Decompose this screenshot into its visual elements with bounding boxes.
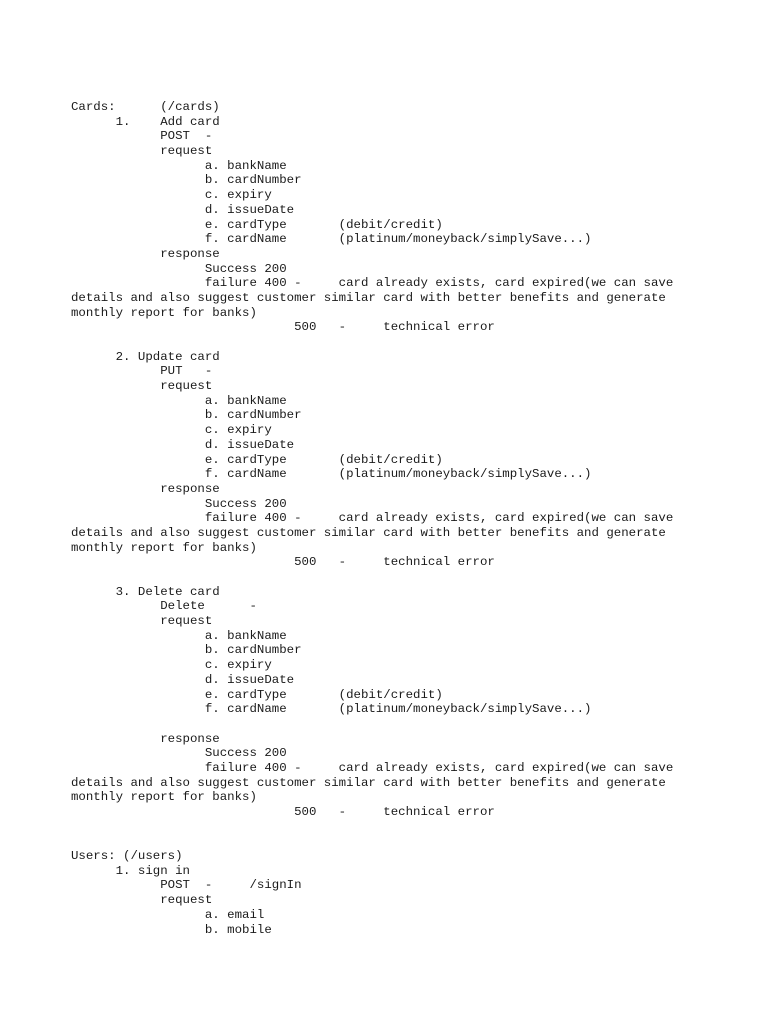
- text-line: Delete -: [71, 599, 257, 614]
- text-line: d. issueDate: [71, 202, 295, 217]
- text-line: Users: (/users): [71, 849, 183, 864]
- text-line: e. cardType (debit/credit): [71, 452, 443, 467]
- text-line: c. expiry: [71, 658, 272, 673]
- text-line: 500 - technical error: [71, 320, 495, 335]
- text-line: failure 400 - card already exists, card expired(we can save: [71, 511, 674, 526]
- text-line: Success 200: [71, 496, 287, 511]
- text-line: details and also suggest customer similar card with better benefits and generate: [71, 775, 666, 790]
- text-line: b. mobile: [71, 922, 272, 937]
- text-line: a. bankName: [71, 393, 287, 408]
- text-line: failure 400 - card already exists, card expired(we can save: [71, 276, 674, 291]
- text-line: c. expiry: [71, 188, 272, 203]
- text-line: a. email: [71, 907, 265, 922]
- text-line: response: [71, 246, 220, 261]
- text-line: f. cardName (platinum/moneyback/simplySave...): [71, 232, 592, 247]
- text-line: request: [71, 379, 213, 394]
- blank-line: [71, 820, 691, 835]
- text-line: PUT -: [71, 364, 213, 379]
- text-line: b. cardNumber: [71, 408, 302, 423]
- text-line: failure 400 - card already exists, card expired(we can save: [71, 760, 674, 775]
- text-line: 2. Update card: [71, 349, 220, 364]
- text-line: c. expiry: [71, 423, 272, 438]
- text-line: f. cardName (platinum/moneyback/simplySave...): [71, 467, 592, 482]
- blank-line: [71, 717, 691, 732]
- text-line: 500 - technical error: [71, 805, 495, 819]
- text-line: response: [71, 481, 220, 496]
- text-line: POST -: [71, 129, 213, 144]
- text-line: request: [71, 893, 213, 908]
- text-line: Cards: (/cards): [71, 100, 220, 114]
- text-line: request: [71, 614, 213, 629]
- text-line: details and also suggest customer similar card with better benefits and generate: [71, 525, 666, 540]
- blank-line: [71, 335, 691, 350]
- document-body: [71, 100, 691, 937]
- text-line: 3. Delete card: [71, 584, 220, 599]
- text-line: Success 200: [71, 261, 287, 276]
- blank-line: [71, 834, 691, 849]
- text-line: monthly report for banks): [71, 540, 257, 555]
- text-line: d. issueDate: [71, 437, 295, 452]
- text-line: request: [71, 144, 213, 159]
- text-line: 1. sign in: [71, 863, 190, 878]
- text-line: e. cardType (debit/credit): [71, 687, 443, 702]
- text-line: a. bankName: [71, 158, 287, 173]
- text-line: 1. Add card: [71, 114, 220, 129]
- text-line: e. cardType (debit/credit): [71, 217, 443, 232]
- text-line: Success 200: [71, 746, 287, 761]
- text-line: b. cardNumber: [71, 173, 302, 188]
- text-line: a. bankName: [71, 628, 287, 643]
- text-line: monthly report for banks): [71, 790, 257, 805]
- text-line: b. cardNumber: [71, 643, 302, 658]
- text-line: monthly report for banks): [71, 305, 257, 320]
- text-line: details and also suggest customer similar card with better benefits and generate: [71, 290, 666, 305]
- text-line: POST - /signIn: [71, 878, 302, 893]
- blank-line: [71, 570, 691, 585]
- text-line: 500 - technical error: [71, 555, 495, 570]
- text-line: d. issueDate: [71, 672, 295, 687]
- text-line: f. cardName (platinum/moneyback/simplySave...): [71, 702, 592, 717]
- text-line: response: [71, 731, 220, 746]
